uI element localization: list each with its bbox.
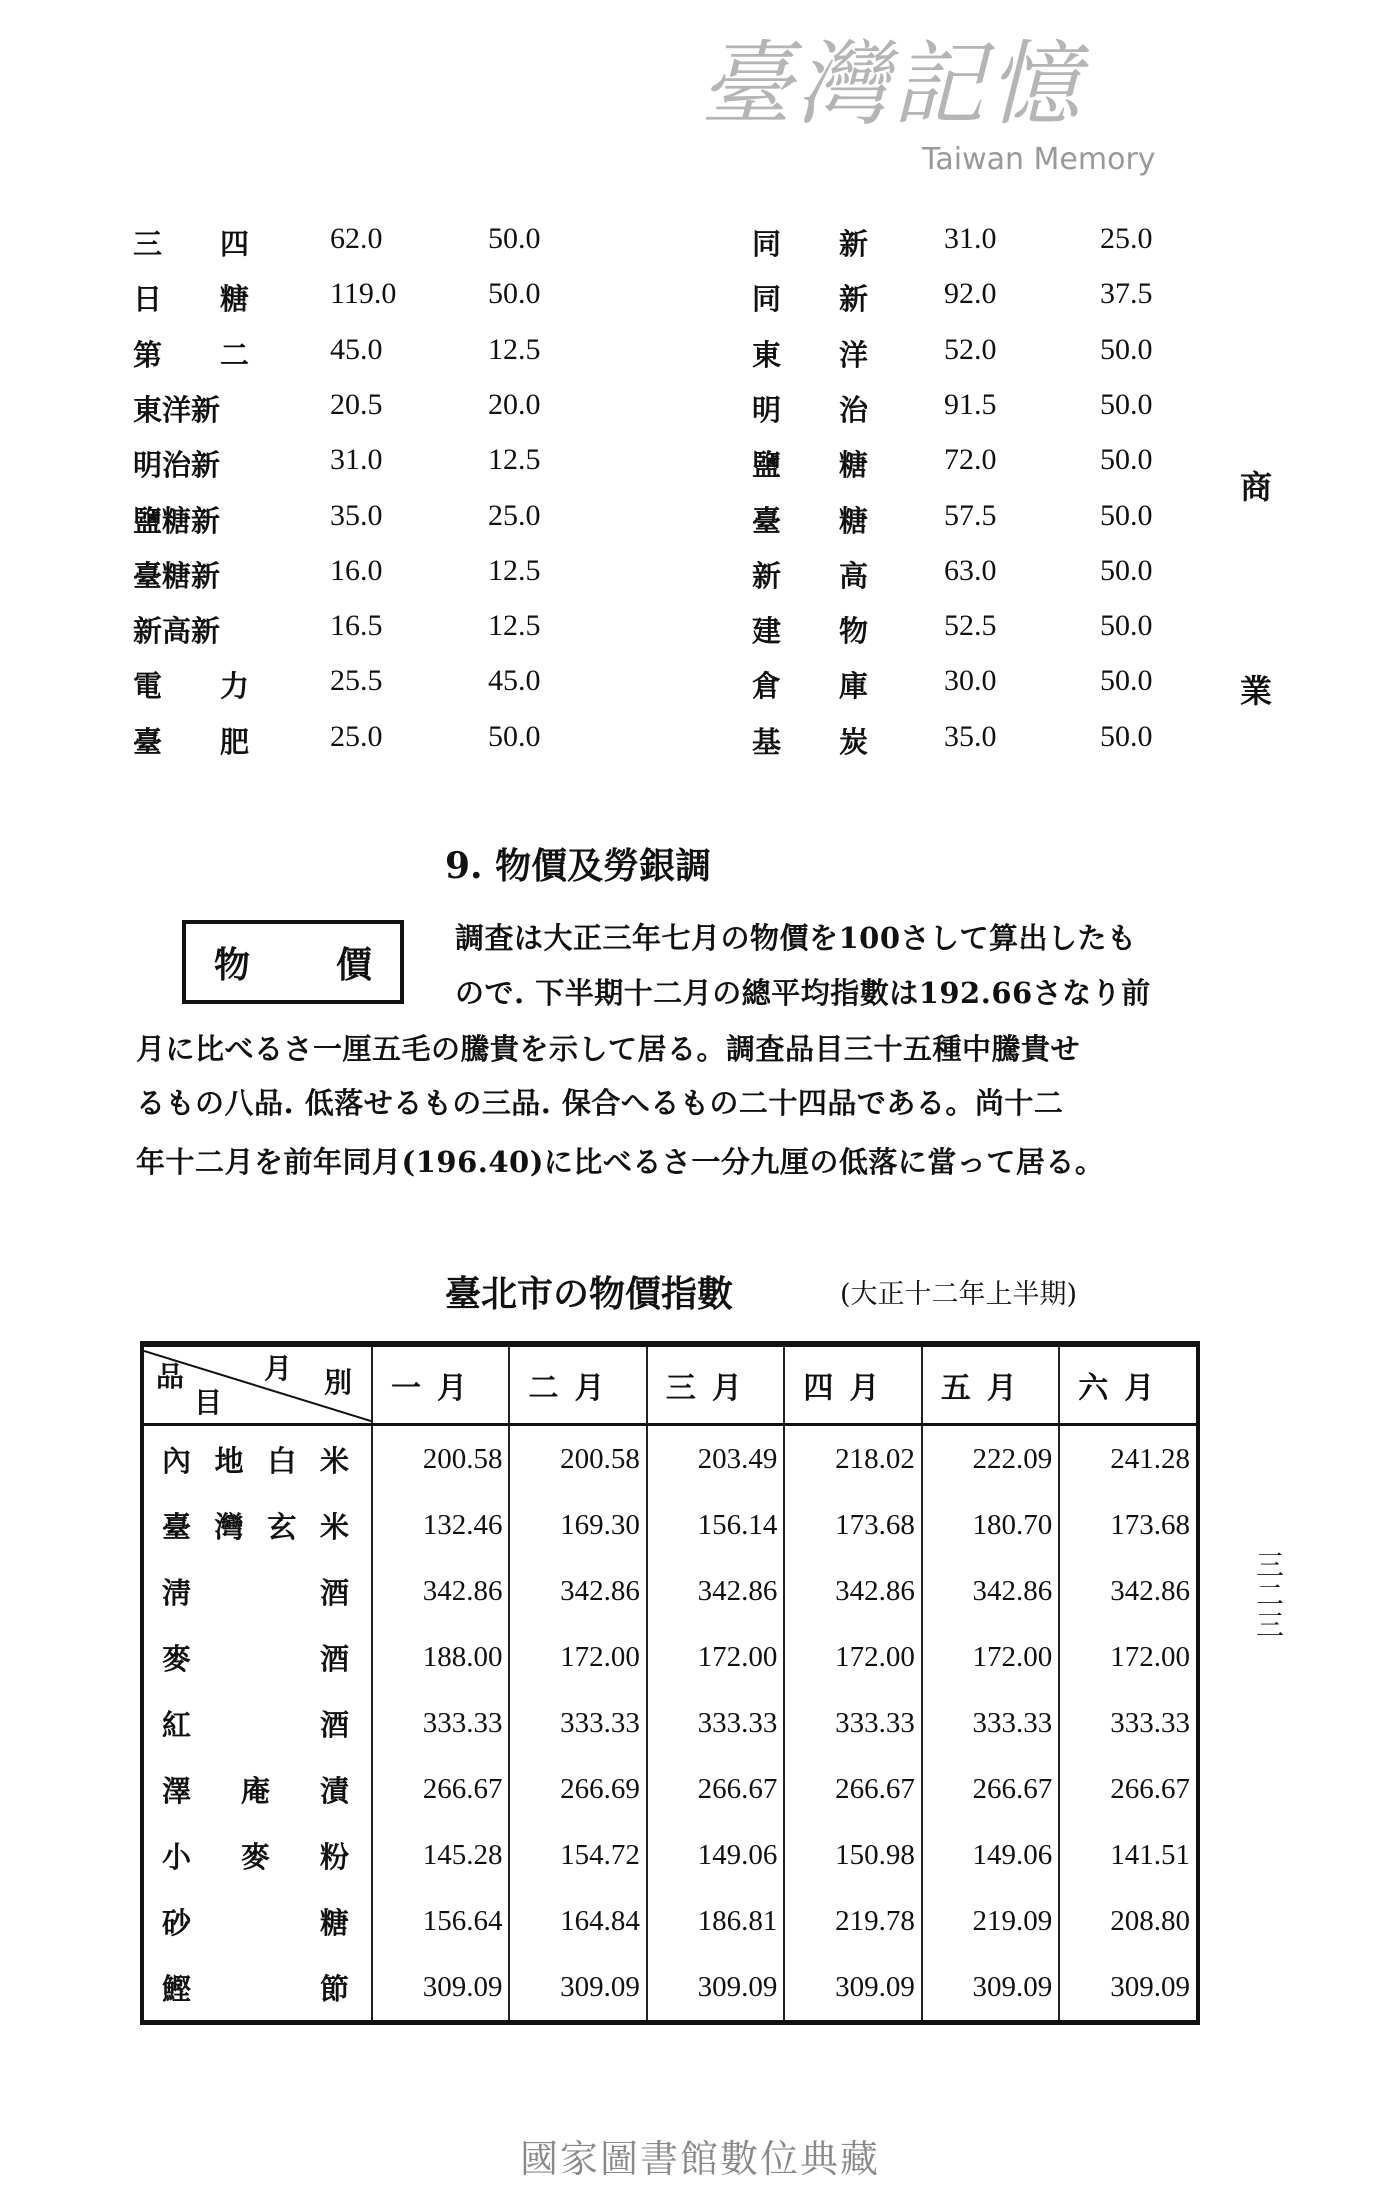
index-value: 333.33 (1059, 1690, 1198, 1756)
item-name: 麥酒 (142, 1624, 372, 1690)
index-value: 218.02 (784, 1425, 921, 1493)
paragraph-line: ので. 下半期十二月の總平均指數は192.66さなり前 (455, 976, 1151, 1010)
stock-value-2: 50.0 (1100, 332, 1153, 366)
stock-value-2: 50.0 (488, 719, 541, 753)
index-value: 141.51 (1059, 1822, 1198, 1888)
corner-b: 目 (194, 1386, 223, 1419)
index-value: 309.09 (922, 1954, 1059, 2023)
stock-value-1: 62.0 (330, 222, 383, 255)
stock-name: 臺 肥 (133, 724, 250, 759)
stock-value-1: 31.0 (944, 222, 997, 255)
paragraph-line: 年十二月を前年同月(196.40)に比べるさ一分九厘の低落に當って居る。 (136, 1145, 1105, 1179)
stock-row (0, 664, 1400, 719)
stock-value-2: 12.5 (488, 443, 541, 477)
stock-name: 明 治 (752, 392, 869, 427)
footer-credit: 國家圖書館數位典藏 (519, 2137, 880, 2181)
index-value: 342.86 (922, 1558, 1059, 1624)
stock-value-2: 20.0 (488, 387, 541, 421)
side-label-top: 商 (1240, 468, 1273, 506)
stock-row (0, 443, 1400, 498)
stock-name: 東洋新 (133, 392, 221, 427)
box-label (182, 920, 404, 1004)
stock-value-1: 16.0 (330, 553, 383, 587)
stock-name: 新高新 (133, 614, 221, 649)
stock-value-1: 20.5 (330, 387, 383, 421)
stock-value-2: 50.0 (1100, 443, 1153, 477)
index-value: 309.09 (509, 1954, 646, 2023)
table-title: 臺北市の物價指數 (445, 1273, 734, 1315)
index-value: 180.70 (922, 1492, 1059, 1558)
index-value: 172.00 (647, 1624, 784, 1690)
price-index-table (140, 1341, 1200, 2025)
corner-d: 別 (324, 1366, 353, 1399)
index-value: 132.46 (372, 1492, 509, 1558)
stock-value-2: 37.5 (1100, 277, 1153, 311)
index-value: 172.00 (784, 1624, 921, 1690)
index-value: 156.64 (372, 1888, 509, 1954)
stock-value-1: 31.0 (330, 443, 383, 477)
index-value: 173.68 (1059, 1492, 1198, 1558)
index-value: 200.58 (509, 1425, 646, 1493)
index-value: 222.09 (922, 1425, 1059, 1493)
stock-name: 同 新 (752, 227, 869, 261)
month-header: 六月 (1059, 1344, 1198, 1425)
item-name: 澤庵漬 (142, 1756, 372, 1822)
stock-name: 新 高 (752, 558, 869, 593)
watermark-en: Taiwan Memory (922, 142, 1156, 177)
month-header: 一月 (372, 1344, 509, 1425)
index-value: 309.09 (1059, 1954, 1198, 2023)
month-header: 二月 (509, 1344, 646, 1425)
index-value: 149.06 (922, 1822, 1059, 1888)
index-value: 309.09 (647, 1954, 784, 2023)
stock-value-1: 25.0 (330, 719, 383, 753)
watermark-cn: 臺灣記憶 (700, 31, 1085, 138)
table-row (142, 1888, 1198, 1954)
index-value: 172.00 (922, 1624, 1059, 1690)
index-value: 188.00 (372, 1624, 509, 1690)
stock-value-1: 45.0 (330, 332, 383, 366)
box-label-a: 物 (214, 943, 251, 986)
corner-c: 月 (264, 1352, 293, 1385)
item-name: 砂糖 (142, 1888, 372, 1954)
index-value: 333.33 (509, 1690, 646, 1756)
stock-row (0, 277, 1400, 332)
stock-value-2: 50.0 (1100, 719, 1153, 753)
index-value: 333.33 (784, 1690, 921, 1756)
box-label-b: 價 (335, 943, 372, 986)
stock-value-2: 50.0 (1100, 609, 1153, 643)
index-value: 333.33 (647, 1690, 784, 1756)
watermark (700, 30, 1156, 180)
section-heading: 9. 物價及勞銀調 (445, 845, 712, 887)
item-name: 鰹節 (142, 1954, 372, 2023)
stock-value-1: 35.0 (330, 498, 383, 532)
paragraph-line: 調査は大正三年七月の物價を100さして算出したも (455, 921, 1137, 955)
stock-row (0, 720, 1400, 775)
table-row (142, 1492, 1198, 1558)
stock-value-2: 50.0 (488, 222, 541, 255)
stock-value-2: 25.0 (1100, 222, 1153, 255)
page-number: 三二三 (1252, 1550, 1285, 1640)
index-value: 266.67 (784, 1756, 921, 1822)
stock-row (0, 333, 1400, 388)
month-header: 五月 (922, 1344, 1059, 1425)
table-row (142, 1690, 1198, 1756)
stock-value-2: 12.5 (488, 332, 541, 366)
stock-row (0, 499, 1400, 554)
item-name: 內地白米 (142, 1425, 372, 1493)
index-value: 342.86 (372, 1558, 509, 1624)
index-value: 266.69 (509, 1756, 646, 1822)
stock-value-1: 72.0 (944, 443, 997, 477)
side-label-bottom: 業 (1240, 672, 1273, 710)
stock-value-1: 91.5 (944, 387, 997, 421)
stock-value-1: 35.0 (944, 719, 997, 753)
index-value: 149.06 (647, 1822, 784, 1888)
stock-value-1: 16.5 (330, 609, 383, 643)
paragraph-line: るもの八品. 低落せるもの三品. 保合へるもの二十四品である。尚十二 (136, 1086, 1064, 1120)
stock-value-1: 25.5 (330, 664, 383, 698)
index-value: 266.67 (372, 1756, 509, 1822)
index-value: 241.28 (1059, 1425, 1198, 1493)
stock-name: 建 物 (752, 614, 869, 649)
index-value: 266.67 (922, 1756, 1059, 1822)
stock-value-1: 30.0 (944, 664, 997, 698)
table-row (142, 1756, 1198, 1822)
table-row (142, 1425, 1198, 1493)
index-value: 156.14 (647, 1492, 784, 1558)
table-row (142, 1822, 1198, 1888)
stock-value-2: 50.0 (1100, 664, 1153, 698)
stock-row (0, 609, 1400, 664)
index-value: 342.86 (509, 1558, 646, 1624)
index-value: 309.09 (784, 1954, 921, 2023)
index-value: 145.28 (372, 1822, 509, 1888)
index-value: 333.33 (922, 1690, 1059, 1756)
item-name: 臺灣玄米 (142, 1492, 372, 1558)
stock-name: 日 糖 (133, 282, 250, 317)
stock-name: 電 力 (133, 669, 250, 704)
table-header-row (142, 1344, 1198, 1425)
stock-value-2: 45.0 (488, 664, 541, 698)
stock-row (0, 554, 1400, 609)
index-value: 150.98 (784, 1822, 921, 1888)
stock-name: 東 洋 (752, 337, 869, 372)
stock-row (0, 222, 1400, 277)
month-header: 三月 (647, 1344, 784, 1425)
stock-value-2: 50.0 (1100, 553, 1153, 587)
index-value: 333.33 (372, 1690, 509, 1756)
item-name: 紅酒 (142, 1690, 372, 1756)
corner-header (142, 1344, 372, 1425)
index-value: 203.49 (647, 1425, 784, 1493)
index-value: 169.30 (509, 1492, 646, 1558)
table-row (142, 1558, 1198, 1624)
index-value: 164.84 (509, 1888, 646, 1954)
stock-value-2: 12.5 (488, 553, 541, 587)
table-subtitle: (大正十二年上半期) (840, 1279, 1078, 1310)
corner-a: 品 (156, 1360, 185, 1393)
stock-value-1: 63.0 (944, 553, 997, 587)
index-value: 342.86 (784, 1558, 921, 1624)
index-value: 266.67 (1059, 1756, 1198, 1822)
index-value: 208.80 (1059, 1888, 1198, 1954)
table-row (142, 1954, 1198, 2023)
stock-value-2: 50.0 (1100, 498, 1153, 532)
index-value: 200.58 (372, 1425, 509, 1493)
stock-name: 三 四 (133, 227, 250, 261)
index-value: 172.00 (509, 1624, 646, 1690)
stock-name: 鹽糖新 (133, 503, 221, 538)
index-value: 342.86 (1059, 1558, 1198, 1624)
stock-name: 第 二 (133, 337, 250, 372)
stock-value-1: 52.5 (944, 609, 997, 643)
stock-name: 鹽 糖 (752, 448, 869, 483)
stock-name: 臺 糖 (752, 503, 869, 538)
index-value: 173.68 (784, 1492, 921, 1558)
item-name: 小麥粉 (142, 1822, 372, 1888)
index-value: 266.67 (647, 1756, 784, 1822)
stock-value-2: 50.0 (1100, 387, 1153, 421)
stock-value-1: 119.0 (330, 277, 397, 311)
stock-name: 基 炭 (752, 724, 869, 759)
stock-name: 臺糖新 (133, 558, 221, 593)
index-value: 172.00 (1059, 1624, 1198, 1690)
stock-value-1: 52.0 (944, 332, 997, 366)
index-value: 154.72 (509, 1822, 646, 1888)
stock-value-1: 92.0 (944, 277, 997, 311)
item-name: 淸酒 (142, 1558, 372, 1624)
table-row (142, 1624, 1198, 1690)
stock-name: 同 新 (752, 282, 869, 317)
index-value: 342.86 (647, 1558, 784, 1624)
stock-value-2: 25.0 (488, 498, 541, 532)
month-header: 四月 (784, 1344, 921, 1425)
stock-name: 倉 庫 (752, 669, 869, 704)
stock-value-2: 12.5 (488, 609, 541, 643)
index-value: 186.81 (647, 1888, 784, 1954)
index-value: 219.09 (922, 1888, 1059, 1954)
stock-name: 明治新 (133, 448, 221, 483)
paragraph-line: 月に比べるさ一厘五毛の騰貴を示して居る。調査品目三十五種中騰貴せ (136, 1032, 1081, 1066)
index-value: 309.09 (372, 1954, 509, 2023)
stock-row (0, 388, 1400, 443)
stock-value-2: 50.0 (488, 277, 541, 311)
index-value: 219.78 (784, 1888, 921, 1954)
stock-value-1: 57.5 (944, 498, 997, 532)
